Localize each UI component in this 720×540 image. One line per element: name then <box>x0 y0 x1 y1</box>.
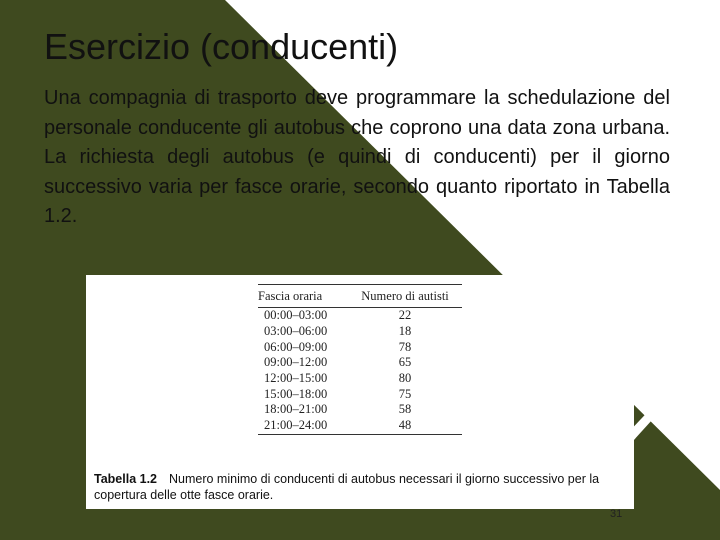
table-caption <box>94 471 630 503</box>
table-figure <box>86 275 634 509</box>
caption-text: Numero minimo di conducenti di autobus necessari il giorno successivo per la copertura delle otte fasce orarie. <box>94 472 600 502</box>
row-range: 21:00–24:00 <box>258 418 348 434</box>
table-row <box>258 386 462 402</box>
page-number: 31 <box>610 508 623 520</box>
row-count: 18 <box>398 324 412 339</box>
row-count: 22 <box>398 308 412 323</box>
caption-label: Tabella 1.2 <box>94 472 157 486</box>
table-row <box>258 402 462 418</box>
drivers-table <box>258 284 462 435</box>
table-row <box>258 324 462 340</box>
header-fascia-oraria: Fascia oraria <box>258 285 348 308</box>
slide-body-text: Una compagnia di trasporto deve programmare la schedulazione del personale conducente gli autobus che coprono una data zona urbana. La richiesta degli autobus (e quindi di conducenti) per il giorno successivo varia per fasce orarie, secondo quanto riportato in Tabella 1.2. <box>44 87 670 227</box>
row-count: 75 <box>398 386 412 401</box>
row-range: 06:00–09:00 <box>264 339 328 354</box>
table-header-row <box>258 285 462 308</box>
row-range: 12:00–15:00 <box>264 371 328 386</box>
slide-title: Esercizio (conducenti) <box>44 26 399 67</box>
row-range: 18:00–21:00 <box>264 402 328 417</box>
table-row <box>258 339 462 355</box>
table-row <box>258 418 462 434</box>
row-range: 03:00–06:00 <box>264 324 328 339</box>
row-count: 65 <box>398 355 412 370</box>
table-row <box>258 308 462 324</box>
row-range: 15:00–18:00 <box>264 386 328 401</box>
row-range: 00:00–03:00 <box>264 308 328 323</box>
header-numero-autisti: Numero di autisti <box>348 285 462 308</box>
row-count: 78 <box>398 339 412 354</box>
row-count: 48 <box>348 418 462 434</box>
row-range: 09:00–12:00 <box>264 355 328 370</box>
table-row <box>258 371 462 387</box>
row-count: 80 <box>398 371 412 386</box>
table-row <box>258 355 462 371</box>
row-count: 58 <box>398 402 412 417</box>
